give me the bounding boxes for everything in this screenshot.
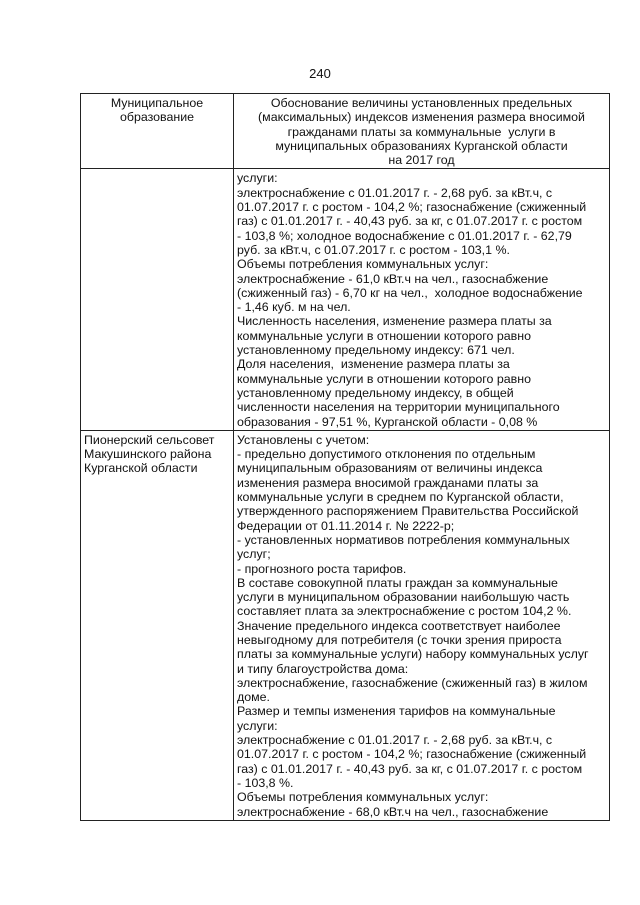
text-line: установленному предельному индексу: 671 чел.: [237, 343, 515, 358]
table-row: [81, 430, 610, 820]
text-line: утвержденного распоряжением Правительства Российской: [237, 504, 579, 519]
text-line: Федерации от 01.11.2014 г. № 2222-р;: [237, 518, 455, 533]
text-line: (максимальных) индексов изменения размера вносимой: [258, 110, 585, 125]
text-line: услуги:: [237, 718, 278, 733]
text-line: Макушинского района: [84, 447, 212, 462]
text-line: Обоснование величины установленных предельных: [270, 96, 573, 110]
municipality-cell: [81, 430, 234, 820]
header-municipality: [81, 94, 234, 169]
text-line: Курганской области: [84, 461, 198, 476]
text-line: электроснабжение - 68,0 кВт.ч на чел., газоснабжение: [237, 804, 549, 819]
justification-cell: [234, 430, 610, 820]
text-line: электроснабжение с 01.01.2017 г. - 2,68 руб. за кВт.ч, с: [237, 185, 553, 200]
text-line: невыгодному для потребителя (с точки зрения прироста: [237, 632, 562, 647]
text-line: - 103,8 %.: [237, 775, 294, 790]
text-line: газ) с 01.01.2017 г. - 40,43 руб. за кг, с 01.07.2017 г. с ростом: [237, 761, 583, 776]
text-line: - предельно допустимого отклонения по отдельным: [237, 447, 536, 462]
text-line: руб. за кВт.ч, с 01.07.2017 г. с ростом - 103,1 %.: [237, 242, 510, 257]
text-line: составляет плата за электроснабжение с ростом 104,2 %.: [237, 604, 572, 619]
text-line: услуг;: [237, 547, 271, 562]
text-line: электроснабжение - 61,0 кВт.ч на чел., газоснабжение: [237, 271, 549, 286]
text-line: образования - 97,51 %, Курганской области - 0,08 %: [237, 414, 538, 429]
municipality-cell: [81, 169, 234, 430]
page-number: 240: [309, 66, 331, 81]
text-line: Объемы потребления коммунальных услуг:: [237, 790, 489, 805]
text-line: электроснабжение с 01.01.2017 г. - 2,68 руб. за кВт.ч, с: [237, 733, 553, 748]
text-line: муниципальных образованиях Курганской области: [275, 138, 568, 153]
text-line: (сжиженный газ) - 6,70 кг на чел., холодное водоснабжение: [237, 285, 583, 300]
text-line: установленному предельному индексу, в общей: [237, 385, 514, 400]
text-line: Численность населения, изменение размера платы за: [237, 314, 552, 329]
text-line: Установлены с учетом:: [237, 432, 370, 447]
text-line: коммунальные услуги в отношении которого равно: [237, 328, 531, 343]
text-line: гражданами платы за коммунальные услуги в: [287, 124, 556, 139]
text-line: и типу благоустройства дома:: [237, 661, 409, 676]
text-line: численности населения на территории муниципального: [237, 400, 560, 415]
text-line: коммунальные услуги в отношении которого равно: [237, 371, 531, 386]
text-line: образование: [119, 110, 195, 125]
text-line: Пионерский сельсовет: [84, 432, 215, 447]
text-line: - прогнозного роста тарифов.: [237, 561, 407, 576]
text-line: коммунальные услуги в среднем по Курганской области,: [237, 490, 564, 505]
table-header-row: [81, 94, 610, 169]
text-line: доме.: [237, 690, 270, 705]
header-justification: [234, 94, 610, 169]
text-line: Объемы потребления коммунальных услуг:: [237, 257, 489, 272]
table-row: [81, 169, 610, 430]
text-line: 01.07.2017 г. с ростом - 104,2 %; газоснабжение (сжиженный: [237, 747, 587, 762]
text-line: изменения размера вносимой гражданами платы за: [237, 475, 539, 490]
text-line: - 1,46 куб. м на чел.: [237, 300, 351, 315]
justification-table: [80, 93, 610, 821]
text-line: - установленных нормативов потребления коммунальных: [237, 532, 570, 547]
text-line: Доля населения, изменение размера платы за: [237, 357, 510, 372]
text-line: В составе совокупной платы граждан за коммунальные: [237, 575, 558, 590]
text-line: Муниципальное: [110, 96, 204, 110]
text-line: муниципальным образованиям от величины индекса: [237, 461, 543, 476]
text-line: Значение предельного индекса соответствует наиболее: [237, 618, 561, 633]
text-line: 01.07.2017 г. с ростом - 104,2 %; газоснабжение (сжиженный: [237, 200, 587, 215]
text-line: услуги в муниципальном образовании наибольшую часть: [237, 590, 570, 605]
text-line: электроснабжение, газоснабжение (сжиженный газ) в жилом: [237, 675, 588, 690]
text-line: - 103,8 %; холодное водоснабжение с 01.01.2017 г. - 62,79: [237, 228, 572, 243]
text-line: услуги:: [237, 171, 278, 186]
text-line: газ) с 01.01.2017 г. - 40,43 руб. за кг, с 01.07.2017 г. с ростом: [237, 214, 583, 229]
text-line: Размер и темпы изменения тарифов на коммунальные: [237, 704, 556, 719]
text-line: платы за коммунальные услуги) набору коммунальных услуг: [237, 647, 589, 662]
text-line: на 2017 год: [388, 153, 455, 168]
justification-cell: [234, 169, 610, 430]
